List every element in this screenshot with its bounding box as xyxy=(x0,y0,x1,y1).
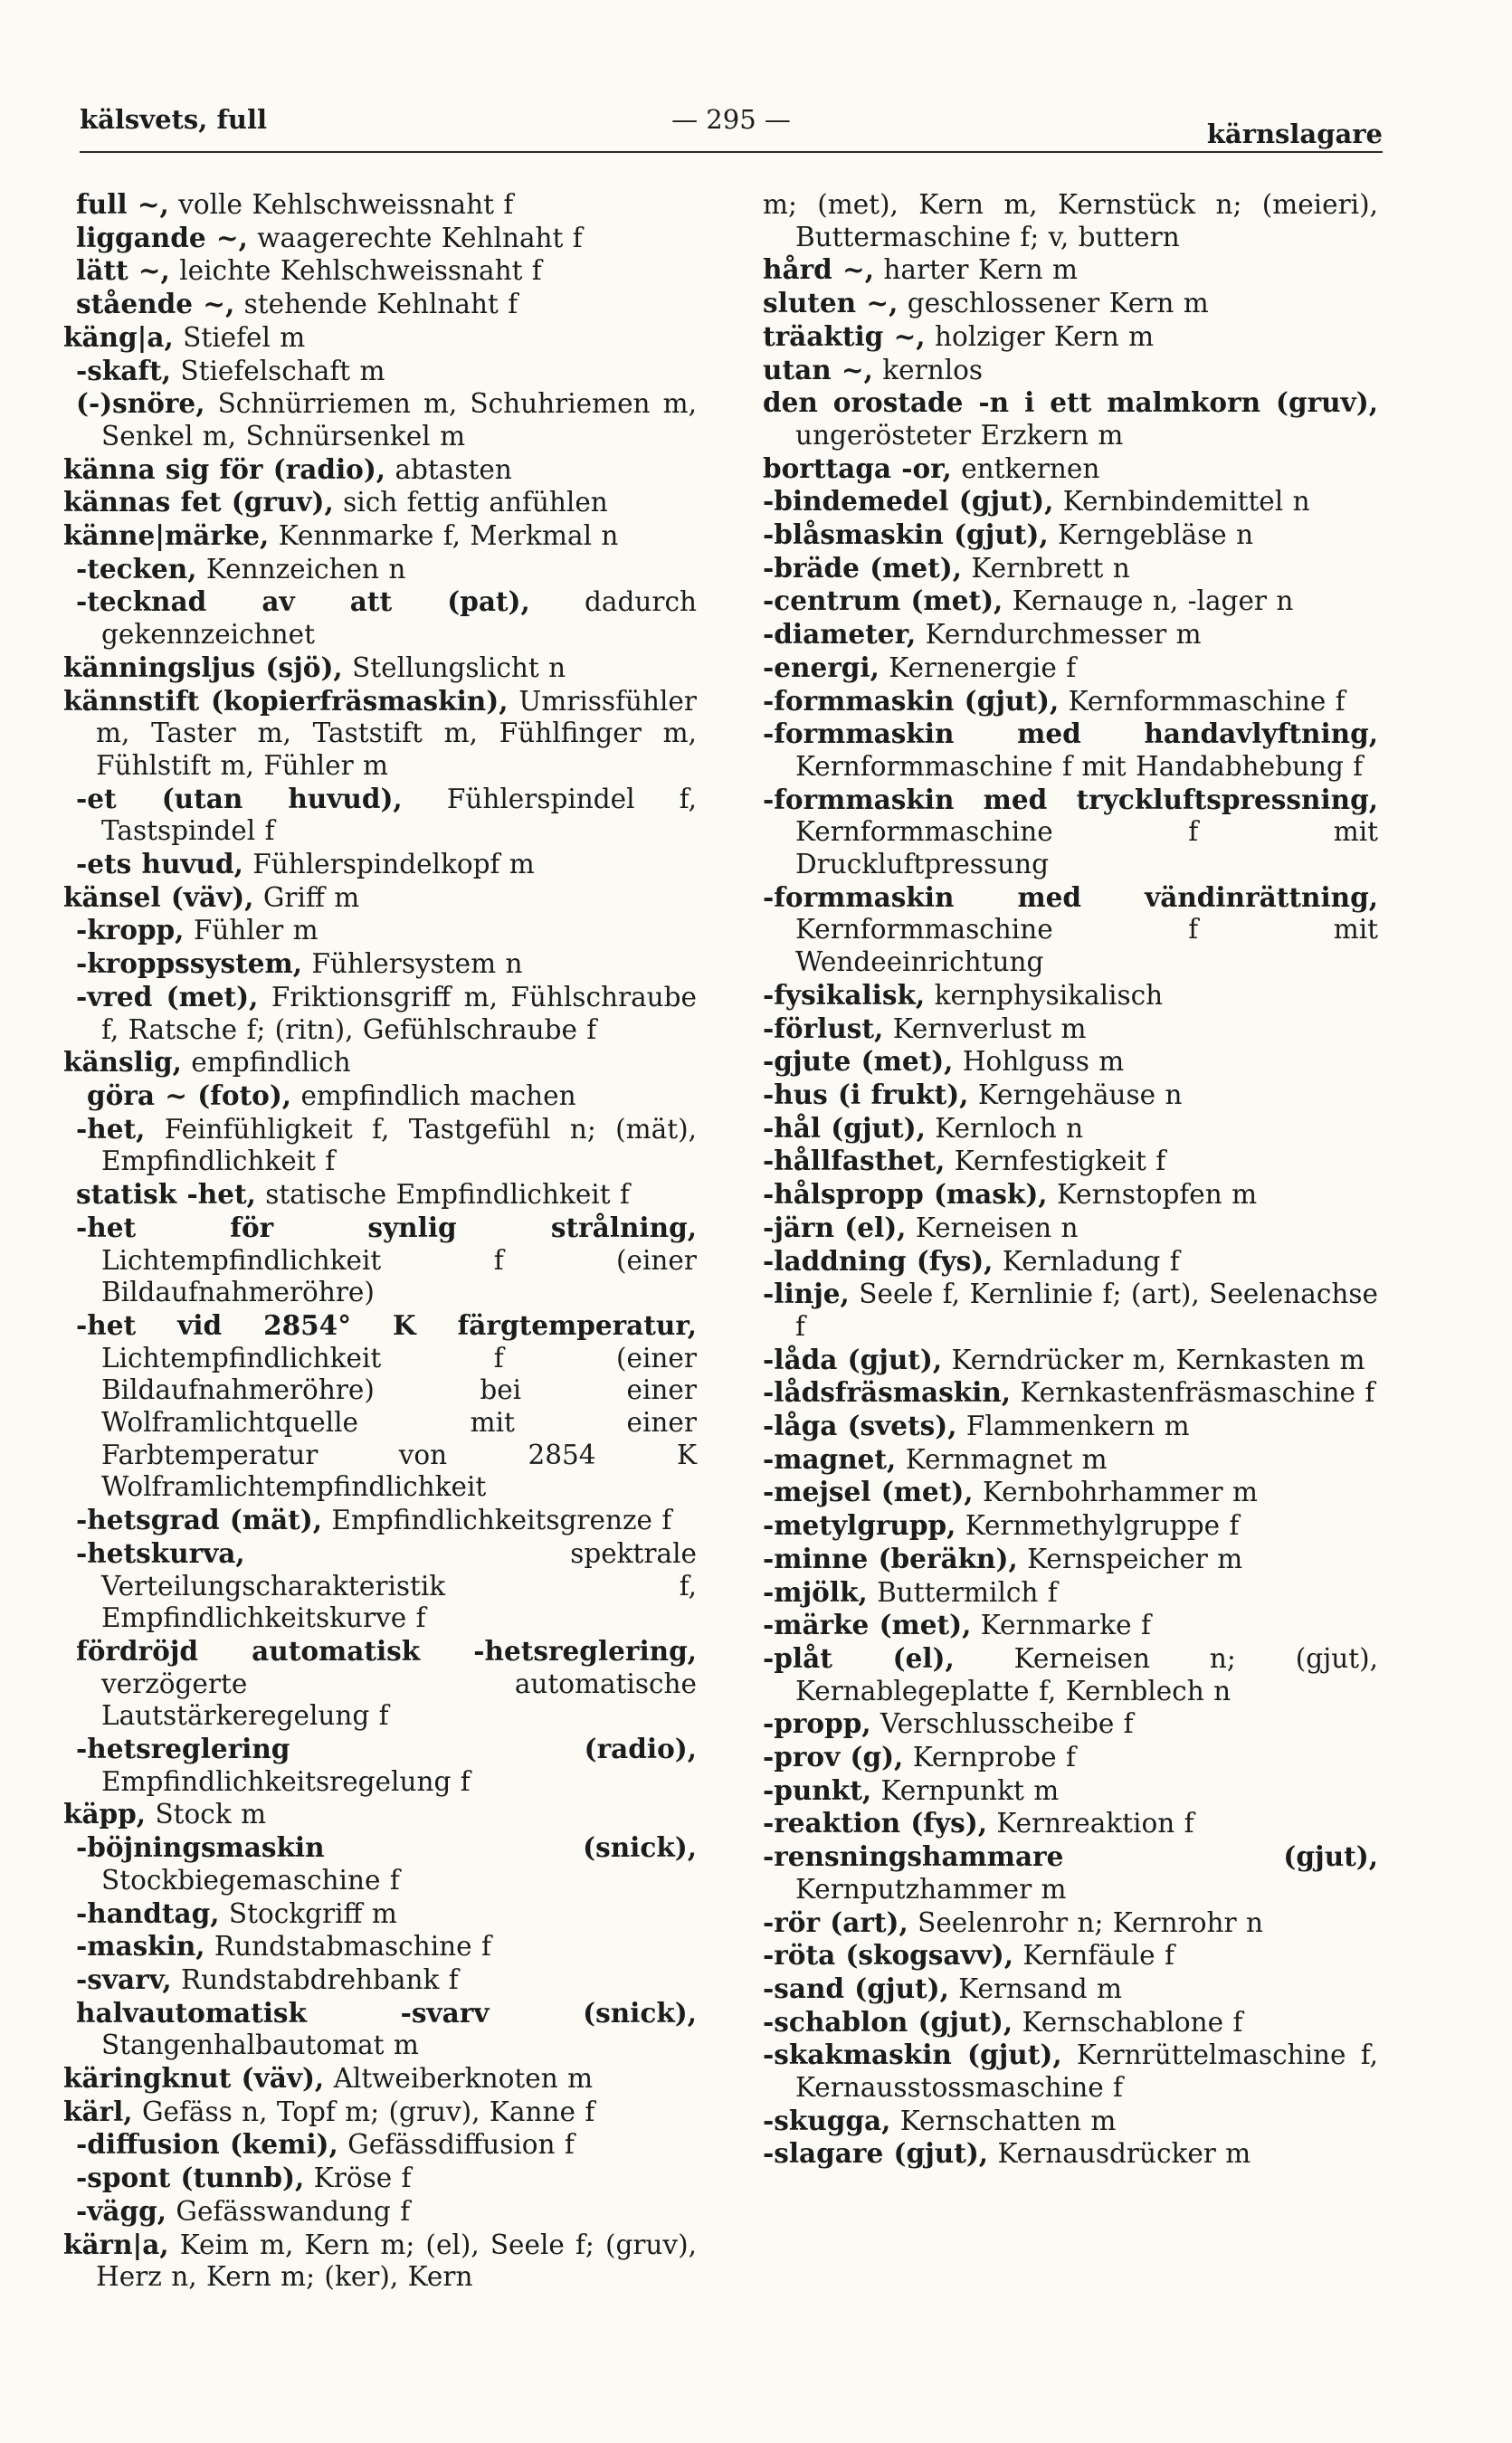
entry-translation: Kernenergie f xyxy=(879,651,1077,683)
entry-translation: Kernbohrhammer m xyxy=(973,1477,1258,1508)
dictionary-entry xyxy=(63,1046,697,1079)
entry-headword: kännstift (kopierfräsmaskin), xyxy=(63,684,509,717)
entry-translation: Stockgriff m xyxy=(219,1897,397,1929)
entry-headword: känna sig för (radio), xyxy=(63,452,386,485)
entry-translation: Kerndurchmesser m xyxy=(916,619,1202,651)
entry-headword: -blåsmaskin (gjut), xyxy=(763,518,1049,551)
entry-headword: (-)snöre, xyxy=(76,387,205,420)
dictionary-entry xyxy=(763,1906,1378,1940)
entry-headword: -diffusion (kemi), xyxy=(76,2128,338,2161)
dictionary-entry xyxy=(63,914,697,947)
dictionary-entry xyxy=(763,1476,1378,1509)
entry-translation: holziger Kern m xyxy=(925,320,1155,352)
dictionary-entry xyxy=(763,518,1378,552)
entry-translation: Fühlerspindelkopf m xyxy=(242,849,535,880)
entry-headword: -svarv, xyxy=(76,1963,172,1995)
dictionary-entry xyxy=(763,2006,1378,2039)
dictionary-entry xyxy=(63,2128,697,2162)
dictionary-entry xyxy=(763,485,1378,518)
entry-translation: Seelenrohr n; Kernrohr n xyxy=(908,1906,1263,1938)
entry-translation: Seele f, Kernlinie f; (art), Seelenachse f xyxy=(795,1279,1378,1342)
entry-translation: Kernformmaschine f mit Wendeeinrichtung xyxy=(795,914,1378,978)
page-number: — 295 — xyxy=(671,104,791,135)
left-column xyxy=(63,188,697,2294)
dictionary-entry xyxy=(63,1212,697,1309)
dictionary-entry xyxy=(763,253,1378,287)
entry-headword: -tecken, xyxy=(76,552,197,585)
entry-translation: Friktionsgriff m, Fühlschraube f, Ratsche f; (ritn), Gefühlschraube f xyxy=(101,981,698,1045)
dictionary-entry xyxy=(763,651,1378,685)
entry-translation: Kröse f xyxy=(304,2163,412,2194)
entry-translation: Kernauge n, -lager n xyxy=(1003,585,1294,617)
dictionary-entry xyxy=(763,2105,1378,2138)
entry-translation: Kernsand m xyxy=(948,1972,1123,2004)
dictionary-entry xyxy=(763,685,1378,718)
entry-translation: Flammenkern m xyxy=(956,1411,1190,1442)
entry-headword: -diameter, xyxy=(763,618,917,651)
dictionary-entry xyxy=(763,1972,1378,2006)
entry-headword: -gjute (met), xyxy=(763,1045,954,1078)
dictionary-entry xyxy=(63,387,697,452)
entry-translation: Kernformmaschine f mit Druckluftpressung xyxy=(795,816,1378,880)
dictionary-entry xyxy=(763,1576,1378,1610)
dictionary-entry xyxy=(763,1807,1378,1840)
entry-headword: hård ~, xyxy=(763,253,874,286)
dictionary-entry xyxy=(763,979,1378,1012)
entry-headword: -hetsreglering (radio), xyxy=(76,1733,697,1765)
entry-headword: -het, xyxy=(76,1112,146,1145)
dictionary-entry xyxy=(763,1741,1378,1774)
entry-translation: entkernen xyxy=(951,452,1100,484)
entry-headword: -linje, xyxy=(763,1278,850,1310)
entry-translation: Stiefelschaft m xyxy=(171,355,385,386)
entry-translation: Fühler m xyxy=(184,915,319,946)
dictionary-entry xyxy=(63,585,697,651)
dictionary-entry xyxy=(63,1113,697,1178)
entry-translation: Feinfühligkeit f, Tastgefühl n; (mät), Empfindlichkeit f xyxy=(101,1113,697,1177)
entry-translation: Kernspeicher m xyxy=(1017,1543,1243,1574)
entry-translation: verzögerte automatische Lautstärkeregelung f xyxy=(101,1668,697,1732)
entry-translation: Gefässwandung f xyxy=(166,2195,411,2227)
entry-headword: göra ~ (foto), xyxy=(87,1079,292,1111)
page-header xyxy=(80,101,1383,156)
entry-headword: halvautomatisk -svarv (snick), xyxy=(76,1996,697,2029)
entry-translation: Empfindlichkeitsregelung f xyxy=(101,1765,471,1797)
entry-translation: Kernpunkt m xyxy=(871,1774,1060,1806)
entry-headword: -magnet, xyxy=(763,1442,897,1475)
entry-translation: Kernverlust m xyxy=(883,1012,1087,1044)
entry-translation: Fühlersystem n xyxy=(302,948,523,980)
dictionary-entry xyxy=(763,320,1378,354)
dictionary-entry xyxy=(63,1798,697,1831)
entry-translation: Kernreaktion f xyxy=(986,1808,1194,1839)
dictionary-entry xyxy=(63,1079,697,1113)
entry-translation: Kerngehäuse n xyxy=(968,1079,1183,1110)
right-column xyxy=(763,188,1378,2171)
entry-translation: kernlos xyxy=(872,354,984,385)
entry-headword: känslig, xyxy=(63,1046,182,1079)
dictionary-entry xyxy=(763,2137,1378,2171)
entry-translation: waagerechte Kehlnaht f xyxy=(247,222,583,253)
entry-headword: -fysikalisk, xyxy=(763,978,926,1011)
dictionary-entry xyxy=(763,618,1378,651)
entry-headword: -laddning (fys), xyxy=(763,1244,994,1277)
entry-translation: geschlossener Kern m xyxy=(898,288,1209,319)
dictionary-entry xyxy=(63,188,697,222)
dictionary-entry xyxy=(63,2195,697,2229)
entry-translation: Kernschablone f xyxy=(1013,2006,1243,2038)
dictionary-entry xyxy=(763,386,1378,452)
entry-translation: empfindlich xyxy=(181,1047,351,1079)
dictionary-entry xyxy=(63,685,697,783)
entry-translation: Kernfäule f xyxy=(1013,1940,1174,1972)
dictionary-entry xyxy=(763,354,1378,387)
entry-translation: Kerneisen n xyxy=(906,1212,1079,1243)
dictionary-entry xyxy=(763,552,1378,585)
entry-headword: -punkt, xyxy=(763,1773,872,1806)
dictionary-entry xyxy=(763,881,1378,979)
entry-headword: -skakmaskin (gjut), xyxy=(763,2039,1062,2071)
entry-translation: Kernloch n xyxy=(925,1112,1084,1144)
entry-translation: Rundstabmaschine f xyxy=(204,1931,491,1963)
dictionary-entry xyxy=(763,1079,1378,1112)
dictionary-entry xyxy=(763,2039,1378,2104)
entry-translation: kernphysikalisch xyxy=(925,979,1164,1011)
dictionary-entry xyxy=(63,1831,697,1896)
dictionary-entry xyxy=(763,1012,1378,1046)
dictionary-entry xyxy=(763,718,1378,783)
dictionary-entry xyxy=(763,1410,1378,1443)
entry-translation: Empfindlichkeitsgrenze f xyxy=(322,1505,672,1536)
entry-headword: käpp, xyxy=(63,1798,147,1830)
entry-headword: -formmaskin med tryckluftspressning, xyxy=(763,783,1378,815)
entry-translation: Kernmagnet m xyxy=(896,1443,1108,1475)
dictionary-entry xyxy=(763,784,1378,881)
dictionary-entry xyxy=(763,1609,1378,1642)
entry-headword: -formmaskin med vändinrättning, xyxy=(763,880,1378,913)
header-first-entry: kälsvets, full xyxy=(80,104,268,135)
dictionary-entry xyxy=(63,1504,697,1537)
entry-headword: -het för synlig strålning, xyxy=(76,1211,697,1243)
entry-headword: -vred (met), xyxy=(76,980,259,1012)
entry-translation: Verschlusscheibe f xyxy=(870,1708,1134,1740)
entry-translation: Stellungslicht n xyxy=(342,651,566,683)
entry-headword: -et (utan huvud), xyxy=(76,782,403,814)
entry-headword: -bräde (met), xyxy=(763,551,962,584)
dictionary-entry xyxy=(63,486,697,519)
dictionary-entry xyxy=(63,947,697,981)
dictionary-entry xyxy=(63,1635,697,1733)
dictionary-entry xyxy=(763,287,1378,320)
dictionary-entry xyxy=(63,519,697,553)
entry-translation: empfindlich machen xyxy=(291,1079,576,1111)
entry-headword: utan ~, xyxy=(763,353,873,385)
entry-translation: leichte Kehlschweissnaht f xyxy=(169,255,542,287)
entry-translation: Kernschatten m xyxy=(890,2105,1117,2136)
dictionary-entry xyxy=(63,881,697,915)
dictionary-entry xyxy=(63,321,697,355)
entry-headword: -mejsel (met), xyxy=(763,1476,974,1508)
dictionary-entry xyxy=(63,288,697,321)
entry-translation: Lichtempfindlichkeit f (einer Bildaufnahmeröhre) bei einer Wolframlichtquelle mit einer Farbtemperatur von 2854 K Wolframlichtempfindlichkeit xyxy=(101,1342,697,1503)
entry-translation: Gefässdiffusion f xyxy=(338,2129,575,2161)
entry-headword: -formmaskin (gjut), xyxy=(763,684,1060,717)
entry-translation: stehende Kehlnaht f xyxy=(234,289,518,320)
entry-headword: -het vid 2854° K färgtemperatur, xyxy=(76,1308,697,1341)
dictionary-entry xyxy=(763,1212,1378,1245)
dictionary-entry xyxy=(63,2062,697,2096)
entry-headword: liggande ~, xyxy=(76,221,248,253)
entry-headword: fördröjd automatisk -hetsreglering, xyxy=(76,1634,697,1667)
entry-translation: Stockbiegemaschine f xyxy=(101,1864,400,1896)
dictionary-entry xyxy=(63,651,697,685)
entry-headword: lätt ~, xyxy=(76,254,170,287)
entry-headword: -förlust, xyxy=(763,1012,884,1044)
entry-headword: -schablon (gjut), xyxy=(763,2005,1013,2038)
entry-headword: statisk -het, xyxy=(76,1178,256,1211)
entry-headword: -tecknad av att (pat), xyxy=(76,585,530,618)
entry-headword: -lådsfräsmaskin, xyxy=(763,1376,1012,1409)
entry-headword: -rensningshammare (gjut), xyxy=(763,1840,1378,1873)
entry-translation: Kernbrett n xyxy=(962,552,1130,584)
entry-translation: m; (met), Kern m, Kernstück n; (meieri), Buttermaschine f; v, buttern xyxy=(763,189,1378,252)
entry-headword: -spont (tunnb), xyxy=(76,2162,305,2194)
entry-headword: -mjölk, xyxy=(763,1575,868,1608)
entry-headword: -bindemedel (gjut), xyxy=(763,485,1054,518)
entry-translation: Kernprobe f xyxy=(903,1742,1076,1773)
entry-translation: Griff m xyxy=(253,881,360,913)
entry-translation: Stiefel m xyxy=(173,321,306,353)
entry-headword: -minne (beräkn), xyxy=(763,1542,1018,1574)
entry-headword: -skugga, xyxy=(763,2104,891,2136)
entry-headword: -rör (art), xyxy=(763,1906,908,1938)
dictionary-entry xyxy=(763,1045,1378,1079)
entry-translation: statische Empfindlichkeit f xyxy=(255,1179,630,1211)
entry-translation: Schnürriemen m, Schuhriemen m, Senkel m, Schnürsenkel m xyxy=(101,388,697,452)
dictionary-entry xyxy=(63,2229,697,2294)
entry-headword: -hållfasthet, xyxy=(763,1145,946,1177)
entry-translation: Kerneisen n; (gjut), Kernablegeplatte f, Kernblech n xyxy=(795,1642,1378,1706)
dictionary-entry xyxy=(63,981,697,1046)
entry-translation: abtasten xyxy=(385,453,512,485)
entry-translation: Kernformmaschine f mit Handabhebung f xyxy=(795,750,1364,782)
entry-translation: Kernputzhammer m xyxy=(795,1873,1067,1905)
entry-translation: Kennzeichen n xyxy=(196,553,406,585)
entry-translation: Hohlguss m xyxy=(953,1046,1125,1078)
dictionary-entry xyxy=(63,453,697,487)
entry-translation: Keim m, Kern m; (el), Seele f; (gruv), Herz n, Kern m; (ker), Kern xyxy=(96,2229,697,2293)
entry-headword: -hål (gjut), xyxy=(763,1111,926,1144)
entry-headword: -hetskurva, xyxy=(76,1536,245,1569)
entry-headword: sluten ~, xyxy=(763,287,899,319)
entry-headword: -vägg, xyxy=(76,2194,167,2227)
entry-translation: harter Kern m xyxy=(874,254,1079,286)
dictionary-entry xyxy=(763,1642,1378,1707)
dictionary-entry xyxy=(63,1178,697,1212)
entry-translation: Altweiberknoten m xyxy=(324,2063,594,2095)
entry-headword: -skaft, xyxy=(76,354,171,386)
entry-headword: -låga (svets), xyxy=(763,1410,957,1442)
entry-headword: stående ~, xyxy=(76,288,235,320)
entry-headword: -låda (gjut), xyxy=(763,1343,943,1375)
entry-headword: -formmaskin med handavlyftning, xyxy=(763,718,1378,750)
dictionary-entry xyxy=(63,1930,697,1963)
dictionary-entry xyxy=(763,1145,1378,1178)
dictionary-entry xyxy=(763,188,1378,253)
entry-translation: spektrale Verteilungscharakteristik f, Empfindlichkeitskurve f xyxy=(101,1537,697,1634)
dictionary-entry xyxy=(763,1543,1378,1576)
entry-headword: -propp, xyxy=(763,1707,871,1740)
entry-translation: Kernformmaschine f xyxy=(1059,685,1346,717)
entry-headword: full ~, xyxy=(76,188,169,220)
dictionary-entry xyxy=(763,1443,1378,1477)
dictionary-entry xyxy=(763,1939,1378,1972)
entry-headword: -handtag, xyxy=(76,1896,220,1929)
entry-headword: känne|märke, xyxy=(63,519,270,552)
dictionary-entry xyxy=(763,1840,1378,1906)
dictionary-entry xyxy=(763,1509,1378,1543)
dictionary-entry xyxy=(63,1997,697,2062)
entry-headword: -metylgrupp, xyxy=(763,1509,956,1542)
dictionary-entry xyxy=(763,1376,1378,1410)
entry-headword: käng|a, xyxy=(63,320,174,353)
entry-translation: Kernbindemittel n xyxy=(1053,486,1310,518)
entry-headword: -hus (i frukt), xyxy=(763,1078,969,1110)
entry-translation: Kernladung f xyxy=(993,1245,1180,1277)
dictionary-entry xyxy=(63,1897,697,1931)
entry-headword: -järn (el), xyxy=(763,1211,907,1243)
entry-translation: Kerngebläse n xyxy=(1048,519,1254,551)
dictionary-entry xyxy=(63,1963,697,1997)
dictionary-entry xyxy=(763,1112,1378,1145)
entry-headword: -centrum (met), xyxy=(763,585,1003,617)
entry-translation: Kernfestigkeit f xyxy=(945,1145,1166,1177)
entry-headword: -hetsgrad (mät), xyxy=(76,1504,323,1536)
dictionary-entry xyxy=(763,1245,1378,1279)
entry-translation: Rundstabdrehbank f xyxy=(171,1963,459,1995)
entry-headword: -kroppssystem, xyxy=(76,947,303,980)
entry-translation: Kernrüttelmaschine f, Kernausstossmaschine f xyxy=(795,2039,1378,2104)
entry-headword: käringknut (väv), xyxy=(63,2062,325,2095)
dictionary-entry xyxy=(63,222,697,255)
entry-headword: -prov (g), xyxy=(763,1741,904,1773)
dictionary-entry xyxy=(763,1774,1378,1808)
dictionary-entry xyxy=(63,848,697,881)
entry-headword: -maskin, xyxy=(76,1930,205,1963)
entry-headword: borttaga -or, xyxy=(763,452,952,484)
entry-translation: Stangenhalbautomat m xyxy=(101,2029,419,2061)
entry-headword: den orostade -n i ett malmkorn (gruv), xyxy=(763,386,1378,419)
dictionary-entry xyxy=(763,1278,1378,1343)
entry-translation: volle Kehlschweissnaht f xyxy=(168,189,514,220)
entry-headword: träaktig ~, xyxy=(763,319,926,352)
entry-headword: känningsljus (sjö), xyxy=(63,651,343,683)
entry-translation: Kernausdrücker m xyxy=(988,2138,1251,2170)
entry-headword: kännas fet (gruv), xyxy=(63,486,334,518)
dictionary-entry xyxy=(63,254,697,288)
entry-headword: -hålspropp (mask), xyxy=(763,1178,1048,1211)
entry-headword: -kropp, xyxy=(76,914,185,946)
entry-headword: -slagare (gjut), xyxy=(763,2137,989,2170)
header-rule xyxy=(80,151,1383,153)
entry-translation: Kernkastenfräsmaschine f xyxy=(1011,1377,1375,1409)
entry-translation: Fühlerspindel f, Tastspindel f xyxy=(101,783,697,847)
entry-translation: Lichtempfindlichkeit f (einer Bildaufnahmeröhre) xyxy=(101,1244,697,1308)
entry-translation: ungerösteter Erzkern m xyxy=(795,419,1124,451)
dictionary-entry xyxy=(763,452,1378,486)
entry-headword: kärl, xyxy=(63,2095,133,2127)
entry-translation: Kennmarke f, Merkmal n xyxy=(269,520,619,552)
header-last-entry: kärnslagare xyxy=(1206,119,1383,149)
dictionary-entry xyxy=(763,1707,1378,1741)
entry-translation: Kernmarke f xyxy=(971,1610,1151,1641)
entry-translation: Umrissfühler m, Taster m, Taststift m, Fühlfinger m, Fühlstift m, Fühler m xyxy=(96,685,697,781)
dictionary-entry xyxy=(63,355,697,388)
entry-headword: -sand (gjut), xyxy=(763,1972,949,2004)
dictionary-entry xyxy=(63,1733,697,1798)
dictionary-entry xyxy=(63,553,697,586)
entry-translation: Kernmethylgruppe f xyxy=(956,1510,1240,1542)
entry-translation: Kernstopfen m xyxy=(1047,1179,1258,1211)
dictionary-entry xyxy=(63,1309,697,1504)
entry-headword: -reaktion (fys), xyxy=(763,1807,987,1839)
entry-translation: dadurch gekennzeichnet xyxy=(101,586,698,651)
entry-translation: Stock m xyxy=(146,1799,267,1830)
dictionary-entry xyxy=(763,1344,1378,1377)
entry-headword: -plåt (el), xyxy=(763,1641,955,1674)
dictionary-entry xyxy=(63,2162,697,2195)
entry-translation: Gefäss n, Topf m; (gruv), Kanne f xyxy=(132,2096,595,2127)
dictionary-entry xyxy=(63,2096,697,2129)
entry-headword: -märke (met), xyxy=(763,1609,972,1641)
entry-translation: sich fettig anfühlen xyxy=(333,487,608,518)
entry-headword: -energi, xyxy=(763,651,880,683)
dictionary-entry xyxy=(63,783,697,848)
entry-headword: kärn|a, xyxy=(63,2228,169,2260)
dictionary-entry xyxy=(763,585,1378,618)
entry-headword: känsel (väv), xyxy=(63,880,254,913)
entry-headword: -ets huvud, xyxy=(76,848,243,880)
entry-translation: Kerndrücker m, Kernkasten m xyxy=(942,1344,1365,1375)
entry-translation: Buttermilch f xyxy=(867,1576,1058,1608)
entry-headword: -böjningsmaskin (snick), xyxy=(76,1831,697,1864)
dictionary-entry xyxy=(63,1537,697,1635)
dictionary-entry xyxy=(763,1178,1378,1212)
entry-headword: -röta (skogsavv), xyxy=(763,1939,1014,1972)
